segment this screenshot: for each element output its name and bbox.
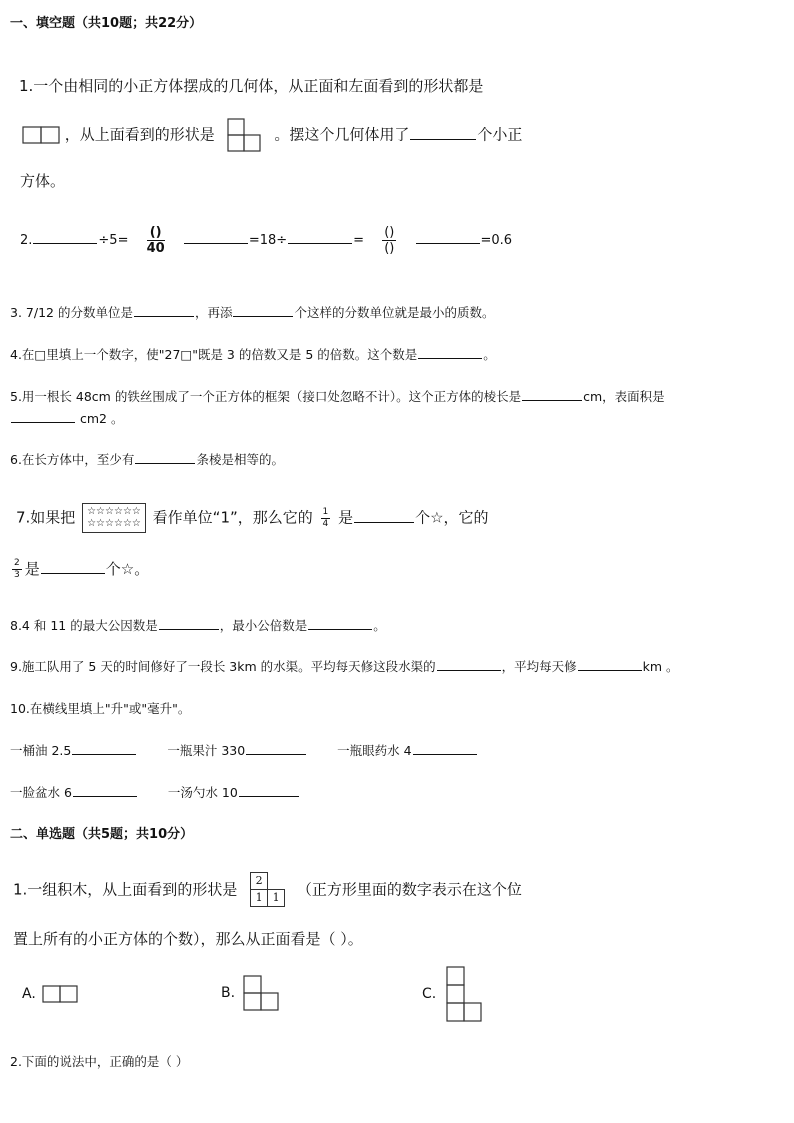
q2-blank-4[interactable] bbox=[416, 229, 480, 244]
option-c-label: C. bbox=[422, 986, 437, 1002]
q3-blank-2[interactable] bbox=[233, 303, 293, 317]
q6-blank[interactable] bbox=[135, 450, 195, 464]
q4-text-b: 。 bbox=[483, 347, 496, 363]
q9-line bbox=[10, 657, 679, 675]
q2-fraction-1-denominator: 40 bbox=[146, 241, 165, 256]
q10-blank-1[interactable] bbox=[72, 741, 136, 755]
q9-blank-2[interactable] bbox=[578, 657, 642, 671]
option-b[interactable] bbox=[221, 975, 280, 1011]
q5-blank-2[interactable] bbox=[11, 409, 75, 423]
q7-line1 bbox=[16, 503, 489, 533]
q5-text-c: cm2 。 bbox=[76, 411, 124, 427]
mc1-line1 bbox=[13, 872, 522, 908]
q8-blank-1[interactable] bbox=[159, 616, 219, 630]
q9-text-a: 9.施工队用了 5 天的时间修好了一段长 3km 的水渠。平均每天修这段水渠的 bbox=[10, 659, 436, 675]
mc1-line2: 置上所有的小正方体的个数），那么从正面看是（ ）。 bbox=[13, 930, 363, 948]
option-a-figure bbox=[42, 985, 78, 1003]
q6-text-a: 6.在长方体中，至少有 bbox=[10, 452, 135, 468]
q10-row1 bbox=[10, 741, 478, 759]
q1-text-b: 。摆这个几何体用了 bbox=[274, 125, 410, 144]
q7-fraction-2 bbox=[12, 559, 22, 580]
q1-text-c: 个小正 bbox=[477, 125, 523, 144]
q8-blank-2[interactable] bbox=[308, 616, 372, 630]
q2-fraction-1-numerator: () bbox=[147, 226, 165, 241]
q10-title: 10.在横线里填上"升"或"毫升"。 bbox=[10, 701, 191, 716]
q1-line3: 方体。 bbox=[20, 172, 66, 190]
q3-blank-1[interactable] bbox=[134, 303, 194, 317]
q7-text-c: 是 bbox=[338, 508, 354, 527]
q2-blank-3[interactable] bbox=[288, 229, 352, 244]
q10-item-eyedrops: 一瓶眼药水 4 bbox=[337, 743, 412, 759]
option-b-label: B. bbox=[221, 985, 236, 1001]
q1-line1: 1.一个由相同的小正方体摆成的几何体，从正面和左面看到的形状都是 bbox=[19, 77, 484, 95]
q7-fraction-2-numerator: 2 bbox=[14, 557, 20, 568]
q10-blank-3[interactable] bbox=[413, 741, 477, 755]
q2-line bbox=[20, 226, 512, 255]
q3-text-a: 3. 7/12 的分数单位是 bbox=[10, 305, 133, 321]
q3-text-c: 个这样的分数单位就是最小的质数。 bbox=[294, 305, 495, 321]
q5-text-a: 5.用一根长 48cm 的铁丝围成了一个正方体的框架（接口处忽略不计）。这个正方体的棱长是 bbox=[10, 389, 522, 405]
q9-text-b: ，平均每天修 bbox=[501, 659, 577, 675]
q1-text-a: ，从上面看到的形状是 bbox=[64, 125, 215, 144]
q5-line2 bbox=[10, 409, 123, 427]
top-view-number-grid bbox=[248, 872, 286, 908]
q7-text-e: 是 bbox=[24, 559, 40, 578]
q7-fraction-1 bbox=[321, 508, 331, 529]
q7-blank-1[interactable] bbox=[354, 506, 414, 523]
q5-text-b: cm，表面积是 bbox=[583, 389, 665, 405]
section-title-fill-blank: 一、填空题（共10题；共22分） bbox=[10, 16, 203, 31]
q10-blank-2[interactable] bbox=[246, 741, 306, 755]
q2-eq18: =18÷ bbox=[248, 233, 288, 248]
q5-blank-1[interactable] bbox=[522, 387, 582, 401]
q10-item-basin: 一脸盆水 6 bbox=[10, 785, 72, 801]
q9-text-c: km 。 bbox=[642, 659, 679, 675]
option-b-figure bbox=[242, 975, 280, 1011]
q2-eq: = bbox=[353, 233, 365, 248]
q7-line2 bbox=[12, 557, 149, 580]
q7-text-d: 个☆，它的 bbox=[415, 508, 489, 527]
mc1-text-b: （正方形里面的数字表示在这个位 bbox=[296, 880, 522, 899]
q1-answer-blank[interactable] bbox=[410, 123, 476, 140]
q3-text-b: ，再添 bbox=[194, 305, 233, 321]
option-a[interactable] bbox=[22, 985, 78, 1003]
q8-text-c: 。 bbox=[373, 618, 386, 634]
q2-blank-1[interactable] bbox=[33, 229, 97, 244]
q8-text-a: 8.4 和 11 的最大公因数是 bbox=[10, 618, 158, 634]
q7-text-f: 个☆。 bbox=[105, 559, 150, 578]
q10-item-spoon: 一汤勺水 10 bbox=[167, 785, 238, 801]
star-row-2: ☆☆☆☆☆☆ bbox=[87, 518, 141, 529]
q4-line bbox=[10, 345, 496, 363]
q7-fraction-2-denominator: 3 bbox=[14, 569, 20, 580]
grid-cell-bottom-right: 1 bbox=[267, 889, 285, 907]
q10-blank-4[interactable] bbox=[73, 783, 137, 797]
q8-text-b: ，最小公倍数是 bbox=[219, 618, 308, 634]
q2-div5: ÷5= bbox=[98, 233, 129, 248]
section-title-single-choice: 二、单选题（共5题；共10分） bbox=[10, 827, 194, 842]
q6-line bbox=[10, 450, 284, 468]
two-square-figure bbox=[22, 126, 60, 144]
q6-text-b: 条棱是相等的。 bbox=[196, 452, 284, 468]
q2-blank-2[interactable] bbox=[184, 229, 248, 244]
q5-line1 bbox=[10, 387, 665, 405]
mc2-line: 2.下面的说法中，正确的是（ ） bbox=[10, 1054, 189, 1069]
q2-fraction-2-numerator: () bbox=[384, 225, 395, 240]
q4-blank[interactable] bbox=[418, 345, 482, 359]
q7-text-a: 7.如果把 bbox=[16, 508, 76, 527]
l-shape-three-square-figure bbox=[226, 118, 264, 152]
q7-fraction-1-denominator: 4 bbox=[322, 518, 329, 529]
q2-fraction-1 bbox=[147, 226, 165, 255]
q9-blank-1[interactable] bbox=[437, 657, 501, 671]
q3-line bbox=[10, 303, 494, 321]
option-c-figure bbox=[443, 966, 483, 1022]
q1-line2 bbox=[22, 118, 522, 152]
option-a-label: A. bbox=[22, 986, 36, 1002]
q2-end: =0.6 bbox=[480, 233, 513, 248]
q10-blank-5[interactable] bbox=[239, 783, 299, 797]
grid-cell-top: 2 bbox=[250, 872, 268, 890]
q8-line bbox=[10, 616, 386, 634]
star-row-1: ☆☆☆☆☆☆ bbox=[87, 506, 141, 517]
q2-number: 2. bbox=[20, 233, 33, 248]
q10-item-oil: 一桶油 2.5 bbox=[10, 743, 72, 759]
q2-fraction-2 bbox=[382, 226, 396, 255]
mc1-text-a: 1.一组积木，从上面看到的形状是 bbox=[13, 880, 238, 899]
q10-item-juice: 一瓶果汁 330 bbox=[167, 743, 246, 759]
q10-row2 bbox=[10, 783, 300, 801]
q4-text-a: 4.在□里填上一个数字，使"27□"既是 3 的倍数又是 5 的倍数。这个数是 bbox=[10, 347, 418, 363]
q7-fraction-1-numerator: 1 bbox=[322, 506, 329, 517]
q2-fraction-2-denominator: () bbox=[384, 241, 395, 256]
star-group-box bbox=[82, 503, 146, 533]
q7-blank-2[interactable] bbox=[41, 557, 105, 574]
q7-text-b: 看作单位“1”，那么它的 bbox=[152, 508, 313, 527]
grid-cell-bottom-left: 1 bbox=[250, 889, 268, 907]
option-c[interactable] bbox=[422, 966, 483, 1022]
